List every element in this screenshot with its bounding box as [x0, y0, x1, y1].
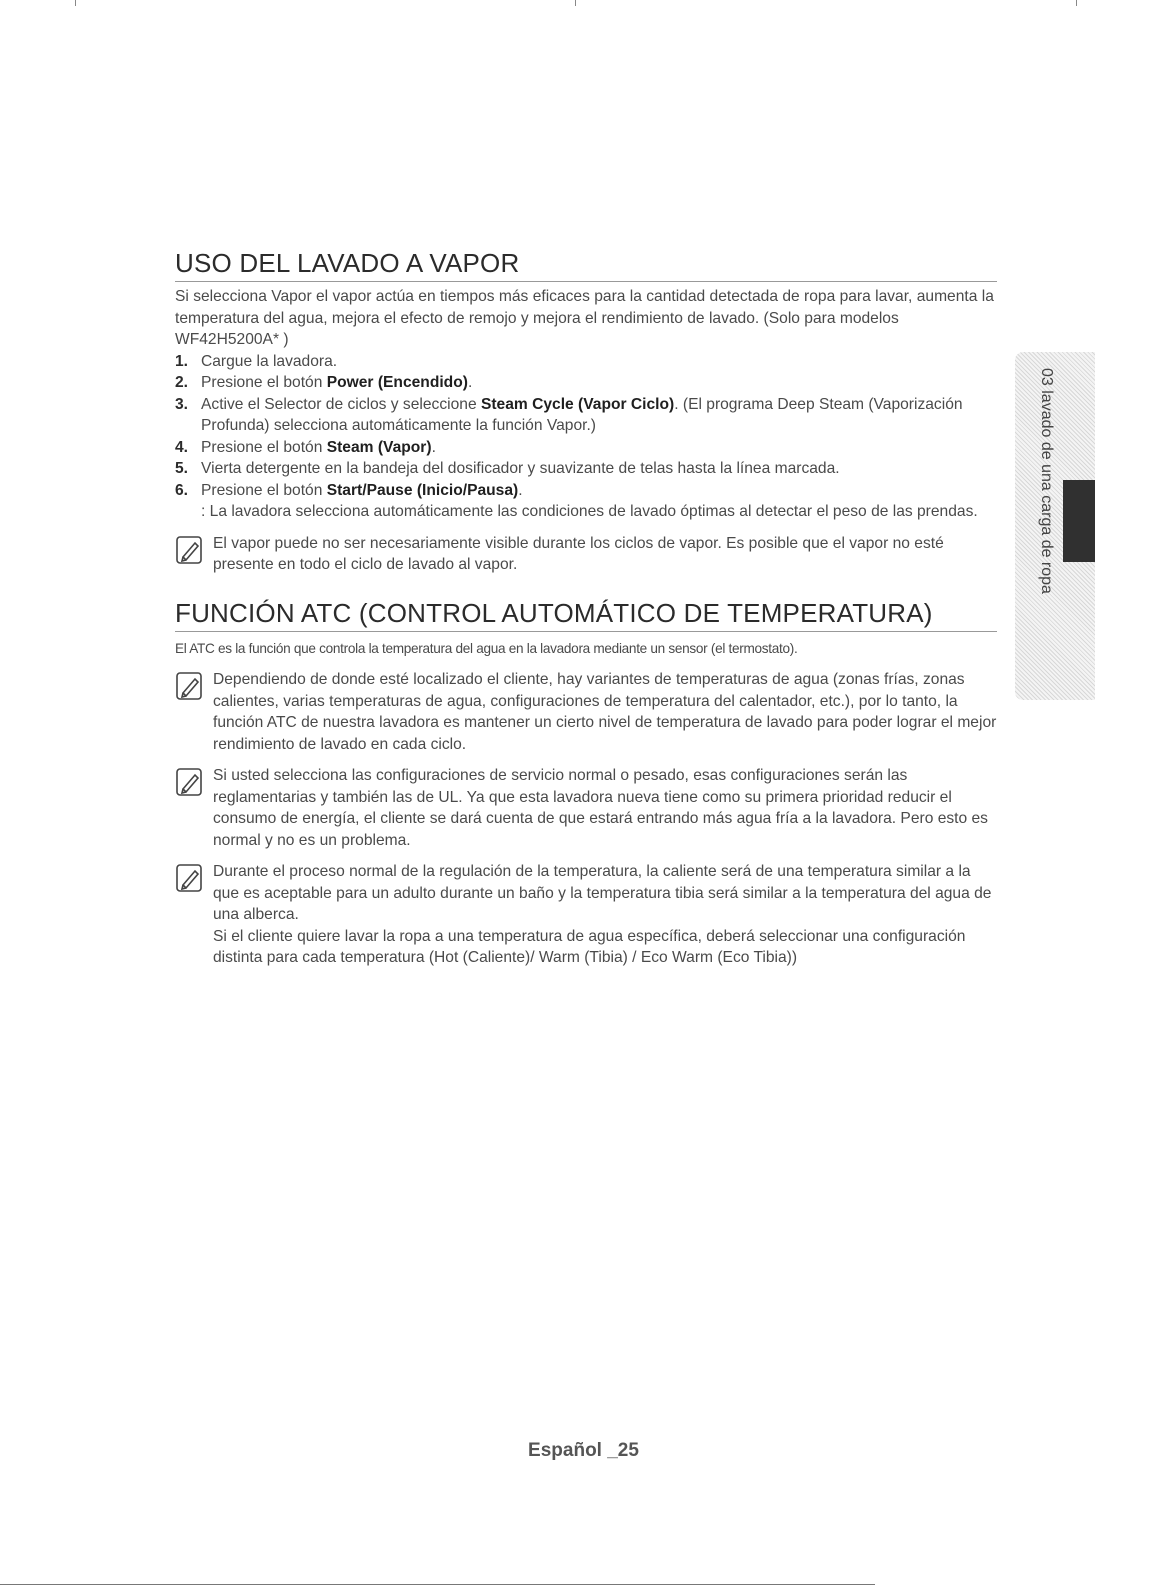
list-item: 6. Presione el botón Start/Pause (Inicio/Pausa). : La lavadora selecciona automáticamente las condiciones de lavado óptimas al detectar el peso de las prendas. — [175, 480, 997, 523]
crop-mark — [575, 0, 576, 6]
section-intro-atc: El ATC es la función que controla la temperatura del agua en la lavadora mediante un sensor (el termostato). — [175, 640, 798, 656]
chapter-tab-marker — [1063, 480, 1095, 562]
page-number: Español _25 — [528, 1440, 639, 1461]
note-icon — [175, 671, 205, 701]
list-item: 3. Active el Selector de ciclos y seleccione Steam Cycle (Vapor Ciclo). (El programa Deep Steam (Vaporización Profunda) selecciona automáticamente la función Vapor.) — [175, 395, 963, 434]
crop-mark — [75, 0, 76, 6]
section-title-steam: USO DEL LAVADO A VAPOR — [175, 248, 997, 282]
section-intro-steam: Si selecciona Vapor el vapor actúa en tiempos más eficaces para la cantidad detectada de ropa para lavar, aumenta la temperatura del agua, mejora el efecto de remojo y mejora el rendimiento de lavado. (Solo para modelos WF42H5200A* ) — [175, 288, 994, 348]
note-steam: El vapor puede no ser necesariamente visible durante los ciclos de vapor. Es posible que el vapor no esté presente en todo el ciclo de lavado al vapor. — [175, 533, 997, 576]
crop-mark — [1076, 0, 1077, 6]
note-atc-2: Si usted selecciona las configuraciones de servicio normal o pesado, esas configuraciones serán las reglamentarias y también las de UL. Ya que esta lavadora nueva tiene como su primera prioridad reducir el consumo de energía, el cliente se dará cuenta de que estará entrando más agua fría a la lavadora. Pero esto es normal y no es un problema. — [175, 765, 997, 851]
note-icon — [175, 535, 205, 565]
page-content — [175, 248, 997, 969]
chapter-tab-label: 03 lavado de una carga de ropa — [1038, 368, 1055, 594]
note-atc-3: Durante el proceso normal de la regulación de la temperatura, la caliente será de una temperatura similar a la que es aceptable para un adulto durante un baño y la temperatura tibia será similar a la temperatura del agua de una alberca. Si el cliente quiere lavar la ropa a una temperatura de agua específica, deberá seleccionar una configuración distinta para cada temperatura (Hot (Caliente)/ Warm (Tibia) / Eco Warm (Eco Tibia)) — [175, 861, 997, 969]
note-icon — [175, 863, 205, 893]
list-item: 4. Presione el botón Steam (Vapor). — [175, 438, 436, 456]
bottom-divider — [0, 1584, 875, 1585]
list-item: 5. Vierta detergente en la bandeja del dosificador y suavizante de telas hasta la línea marcada. — [175, 460, 840, 477]
step-6-detail: : La lavadora selecciona automáticamente las condiciones de lavado óptimas al detectar el peso de las prendas. — [201, 503, 978, 520]
list-item: 2. Presione el botón Power (Encendido). — [175, 374, 473, 391]
list-item: 1. Cargue la lavadora. — [175, 352, 338, 370]
note-icon — [175, 767, 205, 797]
note-atc-1: Dependiendo de donde esté localizado el cliente, hay variantes de temperaturas de agua (zonas frías, zonas calientes, varias temperaturas de agua, configuraciones de temperatura del calentador, etc.), por lo tanto, la función ATC de nuestra lavadora es mantener un cierto nivel de temperatura de lavado para poder lograr el mejor rendimiento de lavado en cada ciclo. — [175, 669, 997, 755]
steps-list — [175, 351, 997, 523]
section-title-atc: FUNCIÓN ATC (CONTROL AUTOMÁTICO DE TEMPERATURA) — [175, 598, 997, 632]
chapter-side-tab — [1015, 352, 1095, 700]
